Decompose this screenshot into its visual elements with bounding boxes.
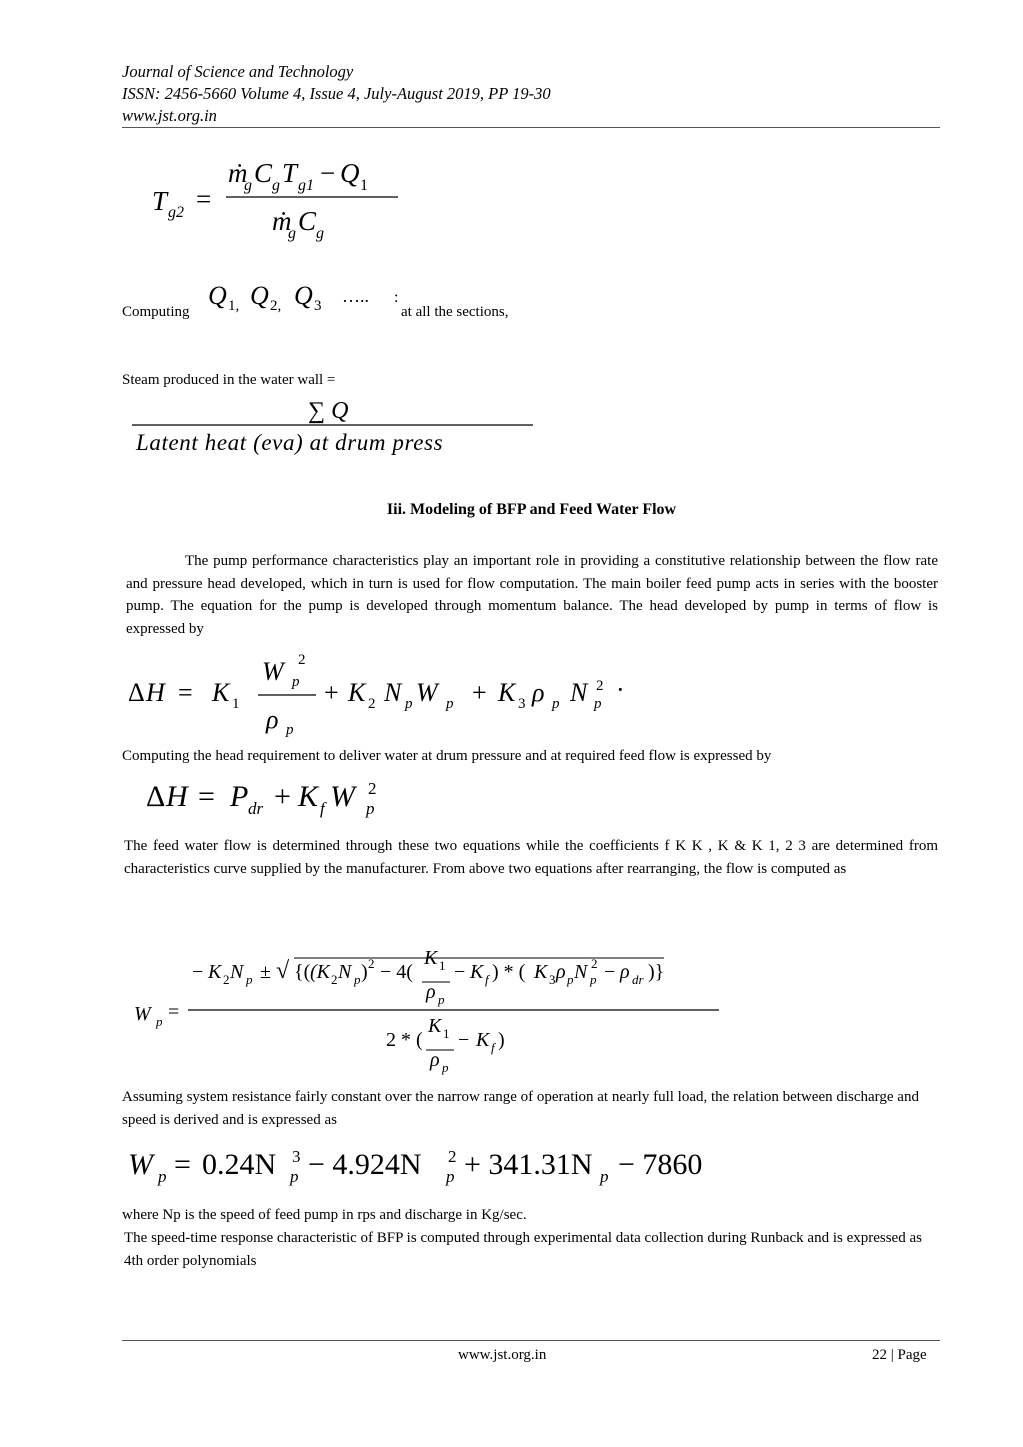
paragraph-speed-definition: where Np is the speed of feed pump in rps and discharge in Kg/sec.	[122, 1207, 527, 1223]
svg-text:−: −	[458, 1029, 470, 1051]
svg-text:2,: 2,	[270, 298, 282, 314]
svg-text:W: W	[134, 1003, 151, 1025]
svg-text:p: p	[590, 972, 597, 987]
svg-text:p: p	[446, 696, 454, 712]
svg-text:)}: )}	[648, 961, 665, 983]
svg-text:K: K	[424, 947, 438, 969]
svg-text:Δ: Δ	[128, 678, 145, 707]
svg-text:2: 2	[596, 678, 604, 694]
svg-text:K: K	[208, 961, 222, 983]
paragraph-feed-water-flow: The feed water flow is determined through these two equations while the coefficients f K K , K & K 1, 2 3 are determined from characteristics curve supplied by the manufacturer. From above two equations after rearranging, the flow is computed as	[124, 838, 938, 877]
svg-text:H: H	[166, 780, 188, 813]
svg-text:K: K	[534, 961, 548, 983]
svg-text:ρ: ρ	[430, 1049, 440, 1071]
svg-text:=: =	[168, 1001, 180, 1023]
paragraph-head-requirement: Computing the head requirement to deliver water at drum pressure and at required feed flow is expressed by	[122, 748, 772, 764]
svg-text:p: p	[405, 696, 413, 712]
svg-text:f: f	[320, 799, 325, 818]
svg-text:2: 2	[591, 956, 598, 971]
svg-text:p: p	[246, 972, 253, 987]
svg-text:3: 3	[292, 1147, 301, 1166]
svg-text:2: 2	[368, 779, 377, 798]
svg-text:N: N	[338, 961, 352, 983]
svg-text:Δ: Δ	[146, 780, 166, 813]
svg-text:3: 3	[518, 696, 526, 712]
svg-text:−: −	[454, 961, 466, 983]
equation-head-requirement	[146, 772, 406, 824]
svg-text:−: −	[604, 961, 616, 983]
svg-text:g1: g1	[298, 177, 314, 194]
svg-text:N: N	[574, 961, 588, 983]
svg-text:g: g	[272, 177, 280, 194]
svg-text:C: C	[298, 206, 317, 236]
computing-tail: at all the sections,	[401, 304, 509, 320]
svg-text:K: K	[470, 961, 484, 983]
svg-text:W: W	[416, 678, 438, 707]
svg-text:K: K	[348, 678, 366, 707]
svg-text:H: H	[146, 678, 165, 707]
svg-text:=: =	[178, 678, 193, 707]
svg-text:p: p	[292, 674, 300, 690]
svg-text:3: 3	[314, 298, 322, 314]
svg-text:3: 3	[549, 972, 556, 987]
svg-text:2 * (: 2 * (	[386, 1029, 423, 1051]
svg-text:1: 1	[232, 696, 240, 712]
svg-text:g: g	[244, 177, 252, 194]
footer-rule	[122, 1340, 940, 1341]
journal-website[interactable]: www.jst.org.in	[122, 106, 217, 125]
svg-text:p: p	[290, 1167, 299, 1186]
equation-flow-computed	[134, 940, 734, 1080]
svg-text:∑ Q: ∑ Q	[308, 398, 349, 424]
svg-text:T: T	[152, 186, 168, 216]
svg-text:1: 1	[443, 1026, 450, 1041]
svg-text:p: p	[567, 972, 574, 987]
journal-title: Journal of Science and Technology	[122, 62, 354, 81]
poly-term-2: − 4.924N	[308, 1148, 422, 1181]
svg-text:K: K	[428, 1015, 442, 1037]
svg-text:+: +	[472, 678, 487, 707]
svg-text:N: N	[230, 961, 244, 983]
header-rule	[122, 127, 940, 128]
svg-text:K: K	[298, 780, 319, 813]
svg-text:+: +	[274, 780, 291, 813]
steam-label: Steam produced in the water wall =	[122, 372, 336, 388]
svg-text:−: −	[320, 158, 336, 188]
svg-text:…..: …..	[342, 286, 369, 306]
svg-text:2: 2	[448, 1147, 457, 1166]
svg-text:g2: g2	[168, 204, 184, 221]
svg-text:g: g	[316, 225, 324, 242]
svg-text:dr: dr	[632, 972, 644, 987]
svg-text:2: 2	[298, 652, 306, 668]
svg-text:p: p	[446, 1167, 455, 1186]
svg-text:ρ: ρ	[532, 678, 545, 707]
svg-text:g: g	[288, 225, 296, 242]
svg-text:2: 2	[368, 696, 376, 712]
equation-discharge-speed	[128, 1142, 728, 1194]
svg-text:C: C	[254, 158, 273, 188]
svg-text:1: 1	[439, 958, 446, 973]
svg-text:p: p	[552, 696, 560, 712]
svg-text:p: p	[600, 1167, 609, 1186]
svg-text:−: −	[192, 961, 204, 983]
equation-q-series	[206, 272, 406, 316]
section-title: Iii. Modeling of BFP and Feed Water Flow	[386, 501, 677, 518]
svg-text:p: p	[594, 696, 602, 712]
svg-text:±: ±	[260, 961, 271, 983]
footer-website[interactable]: www.jst.org.in	[458, 1347, 547, 1363]
svg-text:N: N	[384, 678, 402, 707]
svg-text:1: 1	[360, 177, 368, 194]
svg-text:p: p	[158, 1167, 167, 1186]
svg-text:p: p	[438, 992, 445, 1007]
svg-text:=: =	[196, 184, 212, 214]
latent-heat-denominator: Latent heat (eva) at drum press	[136, 430, 444, 455]
svg-text:): )	[498, 1029, 505, 1051]
poly-term-1: 0.24N	[202, 1148, 277, 1181]
svg-text:p: p	[286, 722, 294, 738]
svg-text:1,: 1,	[228, 298, 240, 314]
svg-text:2: 2	[368, 956, 375, 971]
svg-text:ρ: ρ	[266, 705, 279, 734]
svg-text:W: W	[128, 1148, 153, 1181]
svg-text:+: +	[324, 678, 339, 707]
svg-text:ṁ: ṁ	[272, 206, 292, 236]
svg-text:=: =	[174, 1148, 191, 1181]
svg-text:√: √	[276, 958, 290, 984]
svg-text:·: ·	[616, 675, 625, 704]
svg-text:N: N	[570, 678, 588, 707]
svg-text:Q: Q	[250, 281, 269, 310]
svg-text:W: W	[330, 780, 355, 813]
svg-text:p: p	[366, 799, 375, 818]
journal-issn: ISSN: 2456-5660 Volume 4, Issue 4, July-August 2019, PP 19-30	[122, 84, 551, 103]
svg-text:ρ: ρ	[620, 961, 630, 983]
svg-text:− 4(: − 4(	[380, 961, 413, 983]
svg-text:T: T	[282, 158, 298, 188]
svg-text:p: p	[442, 1060, 449, 1075]
equation-tg2	[148, 150, 408, 250]
svg-text:2: 2	[223, 972, 230, 987]
svg-text:K: K	[498, 678, 516, 707]
page-number: 22 | Page	[872, 1347, 927, 1363]
svg-text:Q: Q	[294, 281, 313, 310]
svg-text:) * (: ) * (	[492, 961, 526, 983]
svg-text:K: K	[212, 678, 230, 707]
svg-text:2: 2	[331, 972, 338, 987]
svg-text:P: P	[230, 780, 249, 813]
svg-text:(K: (K	[310, 961, 330, 983]
svg-text:ρ: ρ	[556, 961, 566, 983]
svg-text:Q: Q	[340, 158, 360, 188]
computing-label: Computing	[122, 304, 190, 320]
equation-head-developed	[126, 648, 666, 738]
svg-text:): )	[361, 961, 368, 983]
svg-text:W: W	[262, 657, 284, 686]
svg-text:dr: dr	[248, 799, 264, 818]
svg-text:{(: {(	[294, 961, 311, 983]
svg-text:ρ: ρ	[426, 981, 436, 1003]
paragraph-speed-time-response: The speed-time response characteristic of BFP is computed through experimental data collection during Runback and is expressed as 4th order polynomials	[124, 1230, 922, 1269]
poly-term-4: − 7860	[618, 1148, 703, 1181]
svg-text:f: f	[485, 972, 489, 987]
svg-text:Q: Q	[208, 281, 227, 310]
svg-text:p: p	[354, 972, 361, 987]
svg-text:=: =	[198, 780, 215, 813]
paragraph-pump-performance: The pump performance characteristics play an important role in providing a constitutive relationship between the flow rate and pressure head developed, which in turn is used for flow computation. The main boiler feed pump acts in series with the booster pump. The equation for the pump is developed through momentum balance. The head developed by pump in terms of flow is expressed by	[126, 553, 938, 637]
svg-text:ṁ: ṁ	[228, 158, 248, 188]
paragraph-system-resistance: Assuming system resistance fairly constant over the narrow range of operation at nearly full load, the relation between discharge and speed is derived and is expressed as	[122, 1089, 919, 1128]
poly-term-3: + 341.31N	[464, 1148, 593, 1181]
svg-text:f: f	[491, 1040, 495, 1055]
svg-text:p: p	[156, 1014, 163, 1029]
svg-text:K: K	[476, 1029, 490, 1051]
svg-text::: :	[394, 289, 399, 306]
